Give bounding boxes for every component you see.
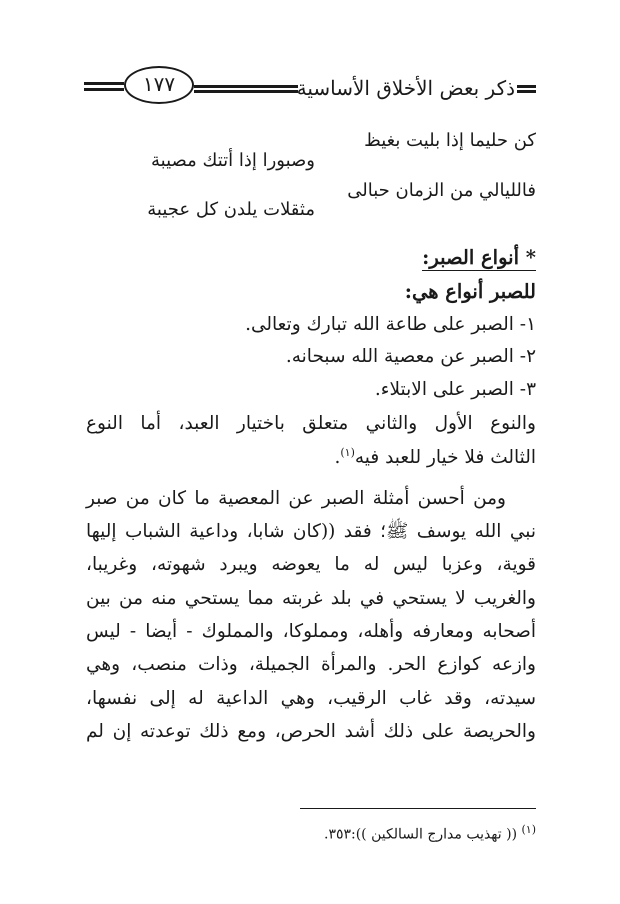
paragraph-2-line-3: قوية، وعزبا ليس له ما يعوضه ويبرد شهوته، وغريبا، — [86, 554, 536, 575]
footnote-text: (( تهذيب مدارج السالكين )):٣٥٣. — [323, 826, 518, 843]
paragraph-2-line-1: ومن أحسن أمثلة الصبر عن المعصية ما كان من صبر — [86, 488, 506, 509]
paragraph-1-line-1: والنوع الأول والثاني متعلق باختيار العبد، أما النوع — [86, 413, 536, 434]
page-title: ذكر بعض الأخلاق الأساسية — [296, 76, 515, 100]
verse-1-first-hemistich: كن حليما إذا بليت بغيظ — [364, 130, 536, 151]
header-rule-middle-2 — [194, 90, 298, 93]
paragraph-2-line-6: وازعه كوازع الحر. والمرأة الجميلة، وذات منصب، وهي — [86, 654, 536, 675]
header-rule-middle — [194, 85, 298, 88]
header-rule-right-2 — [517, 90, 536, 93]
page-number: ١٧٧ — [124, 66, 194, 104]
footnote-marker: (١) — [521, 823, 536, 836]
paragraph-2-line-8: والحريصة على ذلك أشد الحرص، ومع ذلك توعدته إن لم — [86, 721, 536, 742]
footnote-reference: (١) — [340, 446, 355, 459]
list-item-1: ١- الصبر على طاعة الله تبارك وتعالى. — [245, 314, 536, 335]
section-heading: * أنواع الصبر: — [422, 246, 536, 269]
paragraph-1-line-2-text: الثالث فلا خيار للعبد فيه — [354, 447, 536, 469]
verse-2-first-hemistich: فالليالي من الزمان حبالى — [347, 180, 536, 201]
header-rule-left — [84, 82, 124, 85]
paragraph-2-line-4: والغريب لا يستحي في بلد غربته مما يستحي منه من بين — [86, 588, 536, 609]
list-item-3: ٣- الصبر على الابتلاء. — [374, 379, 536, 400]
paragraph-1-line-2: الثالث فلا خيار للعبد فيه$^{(١)}$. — [334, 446, 536, 469]
header-rule-left-2 — [84, 88, 124, 91]
section-subheading: للصبر أنواع هي: — [404, 280, 536, 303]
paragraph-2-line-2: نبي الله يوسف ﷺ؛ فقد ((كان شابا، وداعية الشباب إليها — [86, 521, 536, 542]
paragraph-2-line-7: سيدته، وقد غاب الرقيب، وهي الداعية له إلى نفسها، — [86, 688, 536, 709]
header-rule-right — [517, 85, 536, 88]
list-item-2: ٢- الصبر عن معصية الله سبحانه. — [285, 346, 536, 367]
footnote — [324, 823, 536, 843]
verse-2-second-hemistich: مثقلات يلدن كل عجيبة — [147, 199, 315, 220]
paragraph-2-line-5: أصحابه ومعارفه وأهله، ومملوكا، والمملوك - أيضا - ليس — [86, 621, 536, 642]
verse-1-second-hemistich: وصبورا إذا أتتك مصيبة — [151, 150, 315, 171]
footnote-divider — [300, 808, 536, 809]
